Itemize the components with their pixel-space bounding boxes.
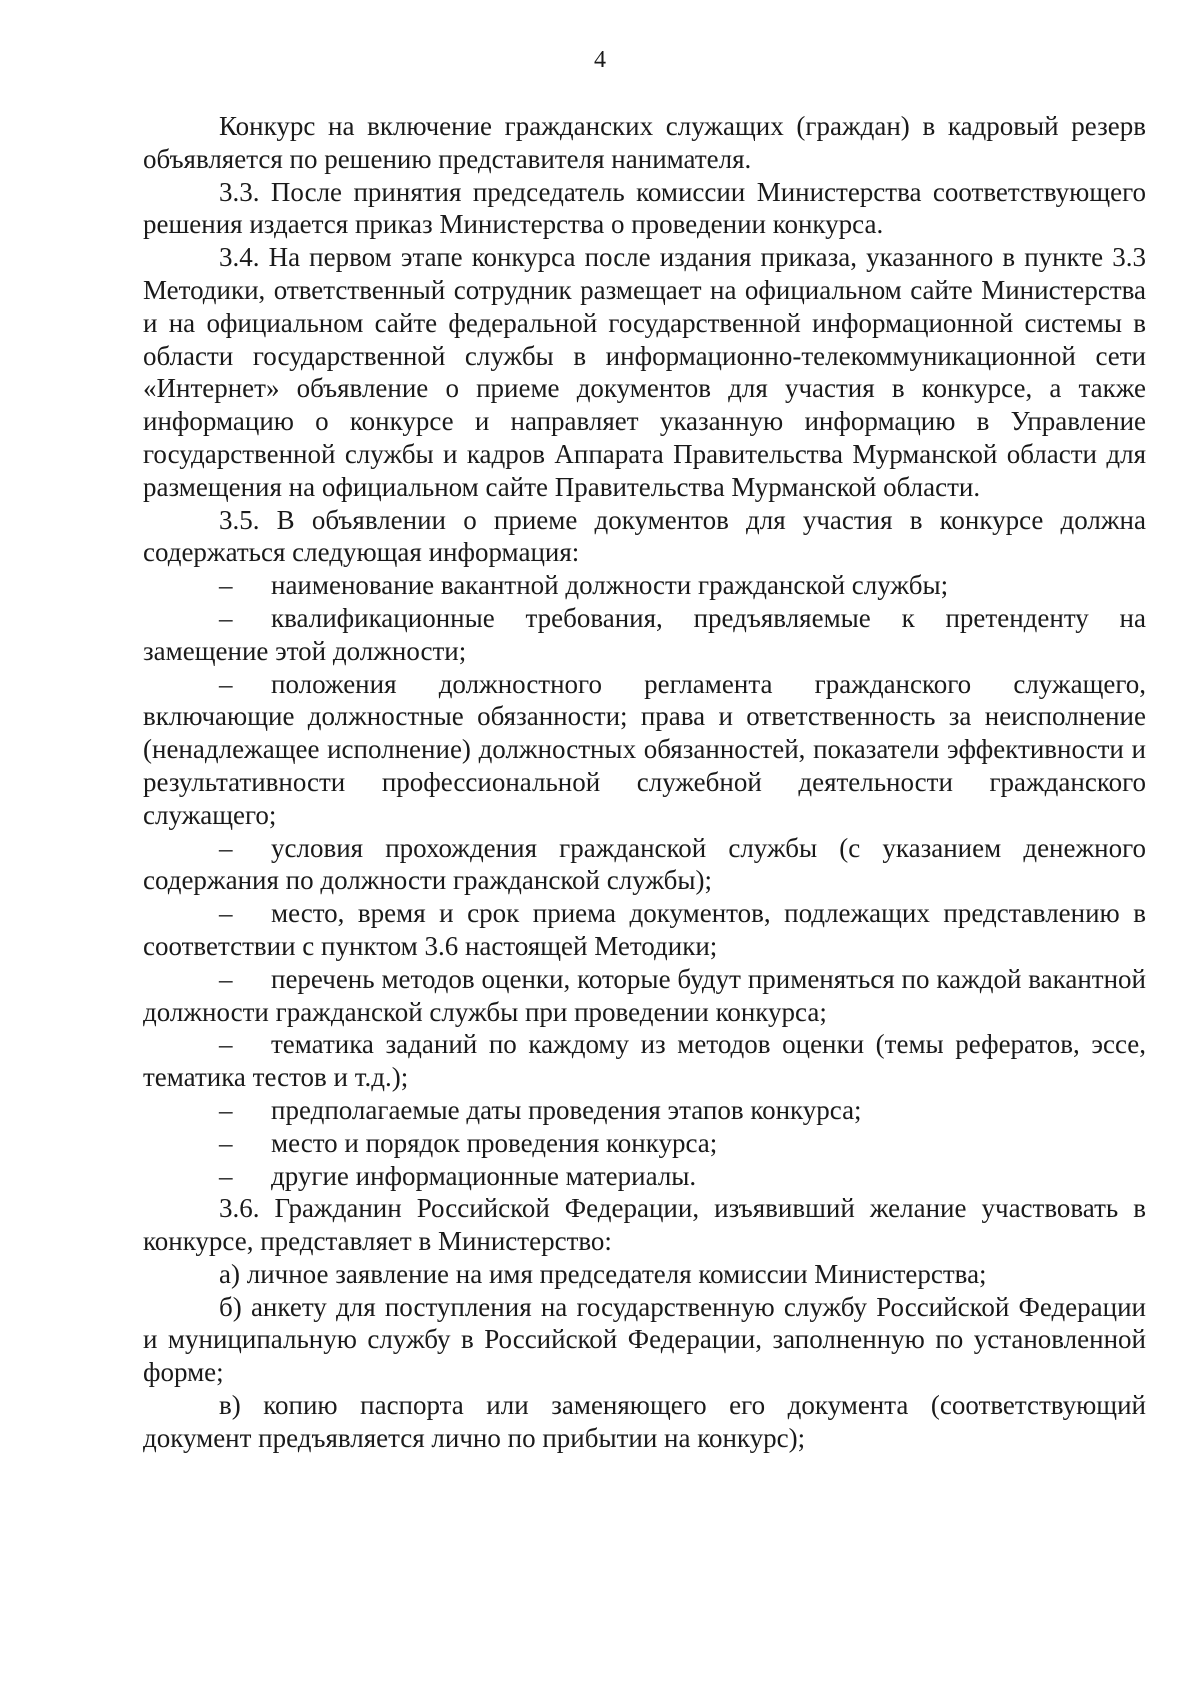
paragraph-item-a: а) личное заявление на имя председателя комиссии Министерства; (219, 1258, 987, 1289)
list-item-text: наименование вакантной должности гражданской службы; (271, 570, 949, 601)
list-item-text: предполагаемые даты проведения этапов конкурса; (271, 1094, 862, 1125)
list-item-other-materials (143, 1160, 1146, 1193)
list-item-text: тематика заданий по каждому из методов оценки (темы рефератов, эссе, тематика тестов и т.д.); (143, 1029, 1146, 1093)
list-item-text: положения должностного регламента гражданского служащего, включающие должностные обязанности; права и ответственность за неисполнение (ненадлежащее исполнение) должностных обязанностей, показатели эффективности и результативности профессиональной служебной деятельности гражданского служащего; (143, 668, 1146, 830)
dash-marker: – (219, 1029, 233, 1060)
list-item-stage-dates (143, 1094, 1146, 1127)
list-item-documents-place (143, 897, 1146, 963)
list-item-regulations (143, 668, 1146, 832)
list-item-place-procedure (143, 1127, 1146, 1160)
paragraph-3-5: 3.5. В объявлении о приеме документов для участия в конкурсе должна содержаться следующая информация: (143, 504, 1146, 568)
list-item-text: место, время и срок приема документов, подлежащих представлению в соответствии с пунктом 3.6 настоящей Методики; (143, 898, 1146, 961)
dash-marker: – (219, 963, 233, 994)
paragraph-competition-announcement: Конкурс на включение гражданских служащих (граждан) в кадровый резерв объявляется по решению представителя нанимателя. (143, 111, 1146, 174)
list-item-task-topics (143, 1028, 1146, 1094)
list-item-service-conditions (143, 832, 1146, 898)
dash-marker: – (219, 1094, 233, 1125)
list-item-text: место и порядок проведения конкурса; (271, 1127, 718, 1158)
dash-marker: – (219, 570, 233, 601)
dash-marker: – (219, 602, 233, 633)
paragraph-item-b: б) анкету для поступления на государственную службу Российской Федерации и муниципальную службу в Российской Федерации, заполненную по установленной форме; (143, 1291, 1146, 1388)
list-item-assessment-methods (143, 963, 1146, 1029)
dash-marker: – (219, 1127, 233, 1158)
list-item-text: квалификационные требования, предъявляемые к претенденту на замещение этой должности; (143, 602, 1146, 666)
list-item-text: условия прохождения гражданской службы (с указанием денежного содержания по должности гражданской службы); (143, 832, 1146, 896)
dash-marker: – (219, 832, 233, 863)
page-number: 4 (594, 47, 606, 73)
paragraph-3-6: 3.6. Гражданин Российской Федерации, изъявивший желание участвовать в конкурсе, представляет в Министерство: (143, 1193, 1146, 1257)
paragraph-item-v: в) копию паспорта или заменяющего его документа (соответствующий документ предъявляется лично по прибытии на конкурс); (143, 1390, 1146, 1453)
dash-marker: – (219, 1160, 233, 1191)
dash-marker: – (219, 898, 233, 929)
dash-marker: – (219, 668, 233, 699)
list-item-text: перечень методов оценки, которые будут применяться по каждой вакантной должности гражданской службы при проведении конкурса; (143, 963, 1146, 1027)
list-item-qualification (143, 602, 1146, 668)
list-item-text: другие информационные материалы. (271, 1160, 697, 1191)
paragraph-3-4: 3.4. На первом этапе конкурса после издания приказа, указанного в пункте 3.3 Методики, ответственный сотрудник размещает на официальном сайте Министерства и на официальном сайте федеральной государственной информационной системы в области государственной службы в информационно-телекоммуникационной сети «Интернет» объявление о приеме документов для участия в конкурсе, а также информацию о конкурсе и направляет указанную информацию в Управление государственной службы и кадров Аппарата Правительства Мурманской области для размещения на официальном сайте Правительства Мурманской области. (143, 242, 1146, 502)
list-item-vacancy-name (143, 569, 1146, 602)
document-body (143, 110, 1146, 1455)
paragraph-3-3: 3.3. После принятия председатель комиссии Министерства соответствующего решения издается приказ Министерства о проведении конкурса. (143, 176, 1146, 240)
